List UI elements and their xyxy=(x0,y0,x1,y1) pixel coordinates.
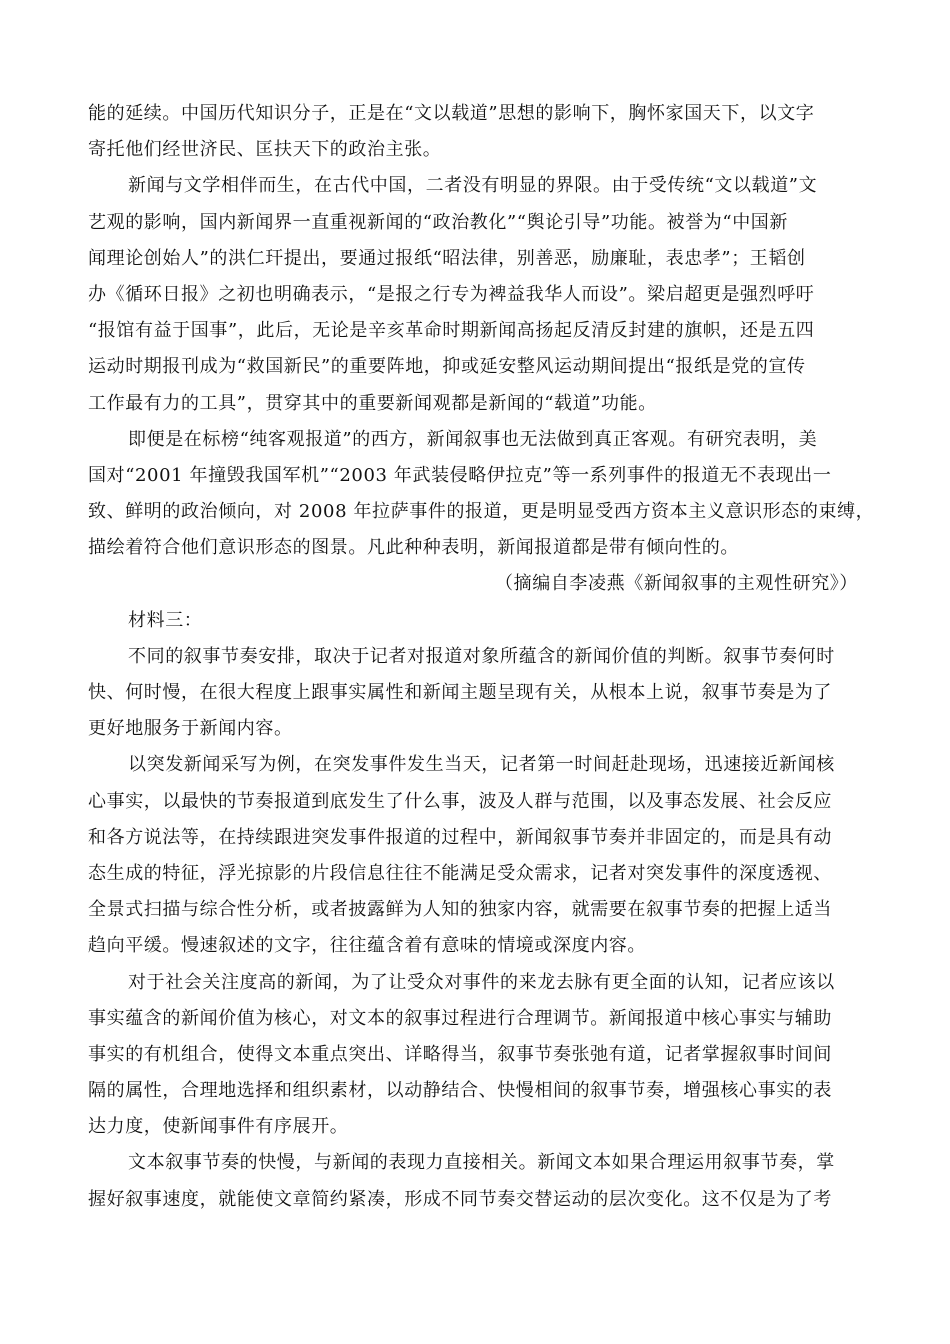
text-line: 闻理论创始人”的洪仁玕提出，要通过报纸“昭法律，别善恶，励廉耻，表忠孝”；王韬创 xyxy=(88,247,806,269)
text-line: 工作最有力的工具”，贯穿其中的重要新闻观都是新闻的“载道”功能。 xyxy=(88,392,657,414)
text-line: 全景式扫描与综合性分析，或者披露鲜为人知的独家内容，就需要在叙事节奏的把握上适当 xyxy=(88,899,832,921)
text-line: 能的延续。中国历代知识分子，正是在“文以载道”思想的影响下，胸怀家国天下，以文字 xyxy=(88,103,815,124)
text-line: 描绘着符合他们意识形态的图景。凡此种种表明，新闻报道都是带有倾向性的。 xyxy=(88,537,739,559)
text-line: 趋向平缓。慢速叙述的文字，往往蕴含着有意味的情境或深度内容。 xyxy=(88,935,646,957)
text-line: 快、何时慢，在很大程度上跟事实属性和新闻主题呈现有关，从根本上说，叙事节奏是为了 xyxy=(88,682,832,703)
document-body xyxy=(88,96,875,1218)
paragraph-start-line: 文本叙事节奏的快慢，与新闻的表现力直接相关。新闻文本如果合理运用叙事节奏，掌 xyxy=(128,1152,835,1174)
text-line: 态生成的特征，浮光掠影的片段信息往往不能满足受众需求，记者对突发事件的深度透视、 xyxy=(88,862,832,884)
text-line: 事实蕴含的新闻价值为核心，对文本的叙事过程进行合理调节。新闻报道中核心事实与辅助 xyxy=(88,1007,832,1029)
paragraph-start-line: 以突发新闻采写为例，在突发事件发生当天，记者第一时间赶赴现场，迅速接近新闻核 xyxy=(128,754,835,776)
text-line: 更好地服务于新闻内容。 xyxy=(88,718,293,740)
text-line: 和各方说法等，在持续跟进突发事件报道的过程中，新闻叙事节奏并非固定的，而是具有动 xyxy=(88,826,832,848)
text-line: “报馆有益于国事”，此后，无论是辛亥革命时期新闻高扬起反清反封建的旗帜，还是五四 xyxy=(88,320,815,342)
text-line: 心事实，以最快的节奏报道到底发生了什么事，波及人群与范围，以及事态发展、社会反应 xyxy=(88,790,832,812)
text-line: 运动时期报刊成为“救国新民”的重要阵地，抑或延安整风运动期间提出“报纸是党的宣传 xyxy=(88,356,806,378)
text-line: 事实的有机组合，使得文本重点突出、详略得当，叙事节奏张弛有道，记者掌握叙事时间间 xyxy=(88,1043,832,1065)
paragraph-start-line: 对于社会关注度高的新闻，为了让受众对事件的来龙去脉有更全面的认知，记者应该以 xyxy=(128,971,835,993)
text-line: 隔的属性，合理地选择和组织素材，以动静结合、快慢相间的叙事节奏，增强核心事实的表 xyxy=(88,1080,832,1102)
text-line: 握好叙事速度，就能使文章简约紧凑，形成不同节奏交替运动的层次变化。这不仅是为了考 xyxy=(88,1188,832,1210)
section-heading: 材料三： xyxy=(128,609,203,631)
text-line: 达力度，使新闻事件有序展开。 xyxy=(88,1116,349,1138)
text-line: 致、鲜明的政治倾向，对 2008 年拉萨事件的报道，更是明显受西方资本主义意识形态的束缚， xyxy=(88,501,875,523)
paragraph-start-line: 新闻与文学相伴而生，在古代中国，二者没有明显的界限。由于受传统“文以载道”文 xyxy=(128,175,818,197)
paragraph-start-line: 即便是在标榜“纯客观报道”的西方，新闻叙事也无法做到真正客观。有研究表明，美 xyxy=(128,428,818,450)
text-line: 办《循环日报》之初也明确表示，“是报之行专为裨益我华人而设”。梁启超更是强烈呼吁 xyxy=(88,283,815,305)
text-line: 国对“2001 年撞毁我国军机”“2003 年武装侵略伊拉克”等一系列事件的报道无不表现出一 xyxy=(88,464,832,486)
text-line: 寄托他们经世济民、匡扶天下的政治主张。 xyxy=(88,139,442,161)
paragraph-start-line: 不同的叙事节奏安排，取决于记者对报道对象所蕴含的新闻价值的判断。叙事节奏何时 xyxy=(128,645,835,667)
source-citation: （摘编自李凌燕《新闻叙事的主观性研究》） xyxy=(495,573,858,595)
text-line: 艺观的影响，国内新闻界一直重视新闻的“政治教化”“舆论引导”功能。被誉为“中国新 xyxy=(88,211,789,233)
